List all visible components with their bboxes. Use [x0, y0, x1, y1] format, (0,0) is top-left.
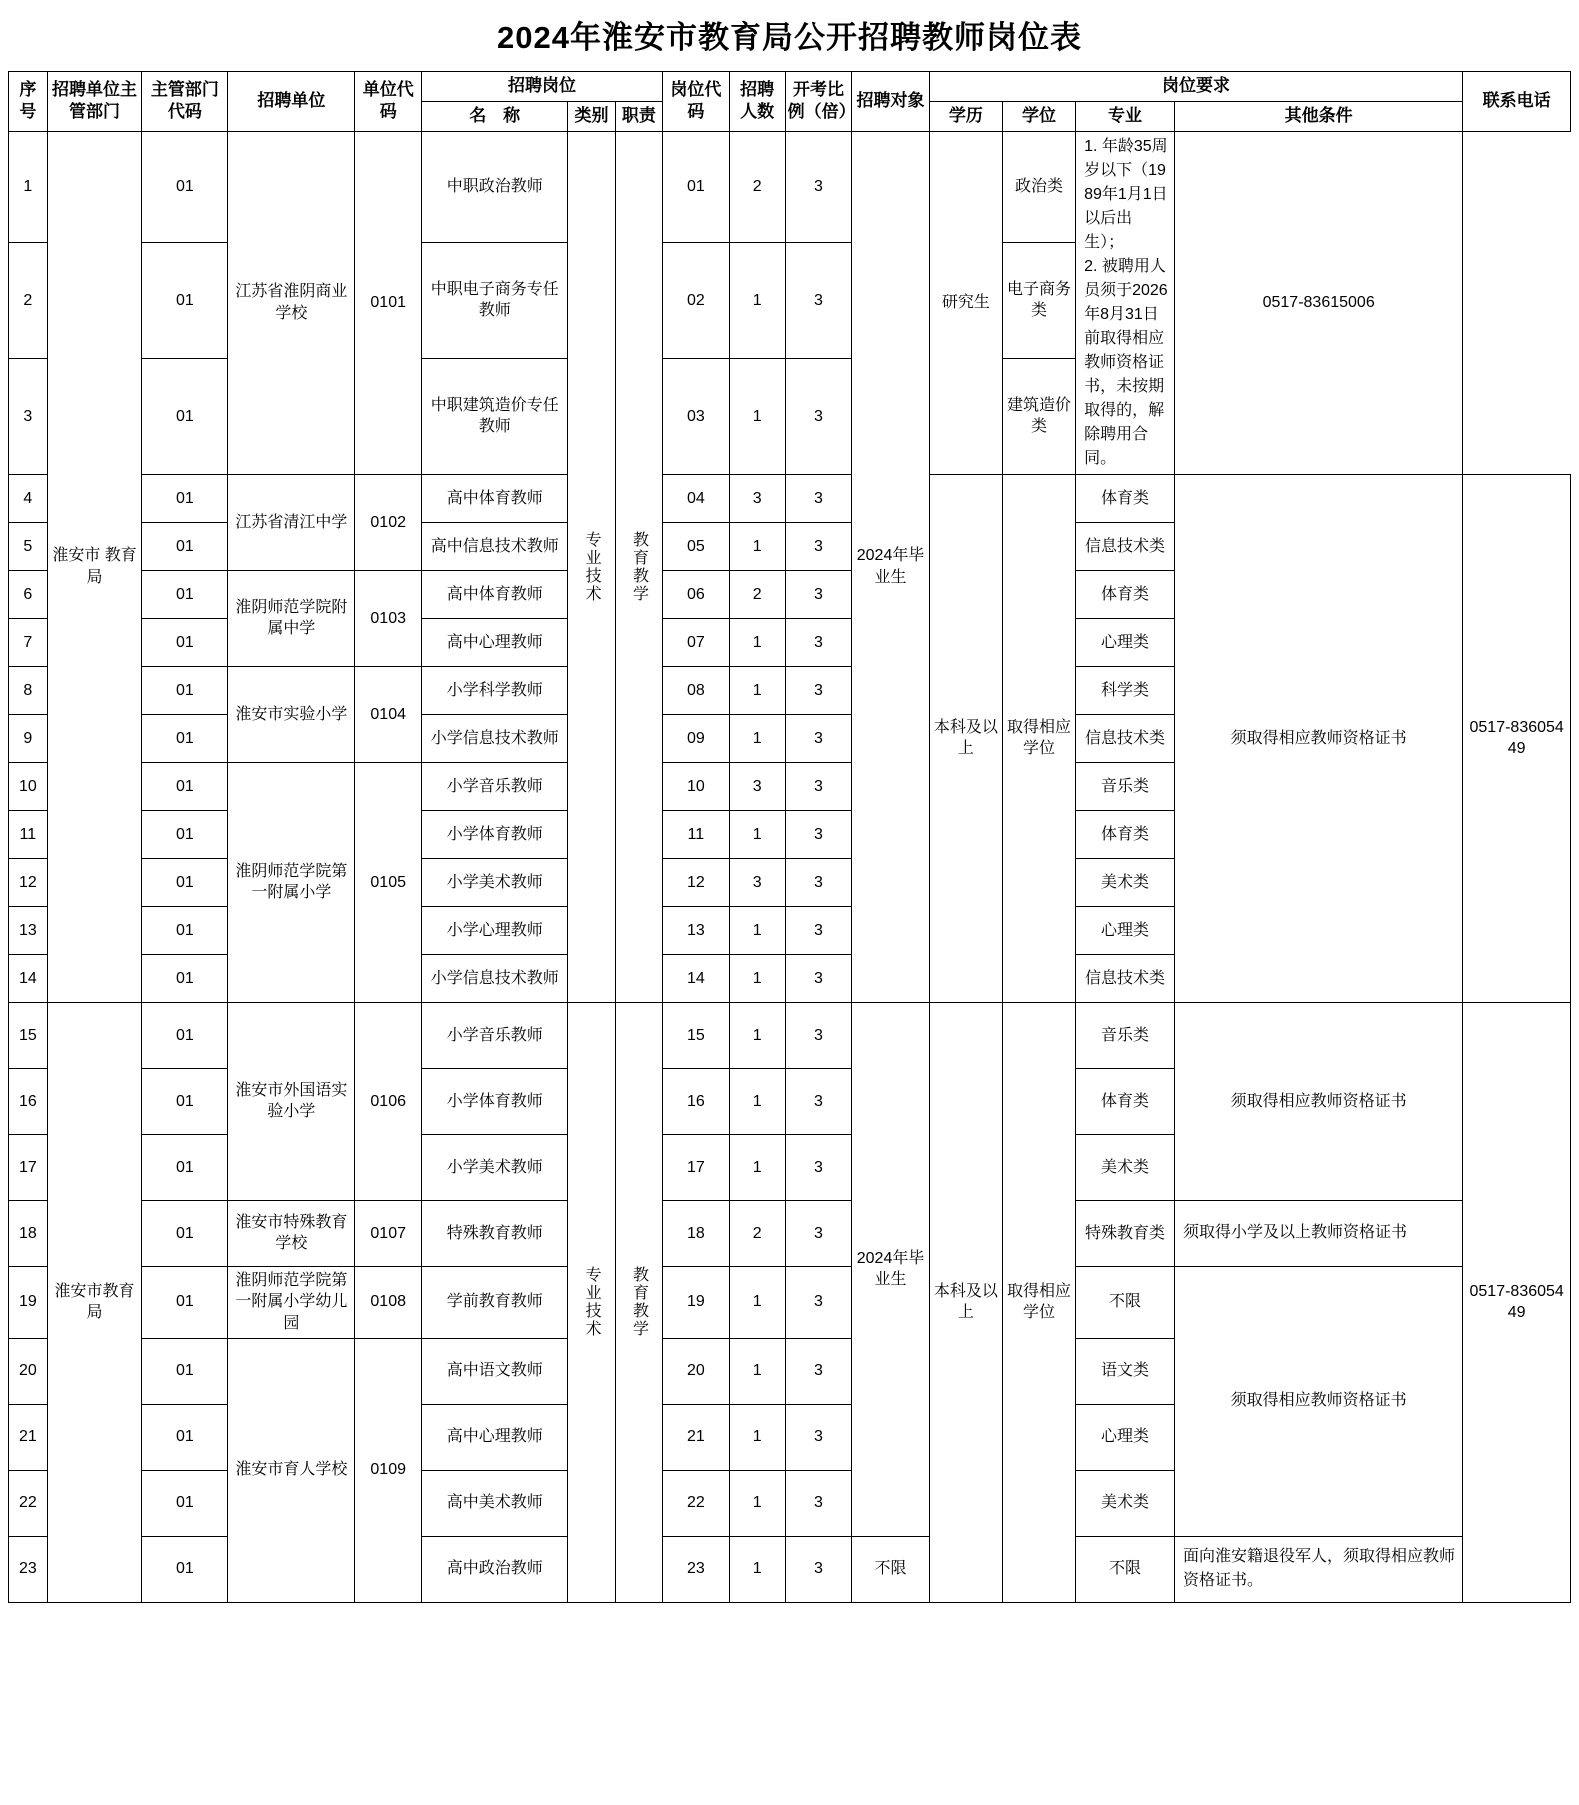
cell-education: 本科及以上	[929, 1002, 1002, 1602]
cell-headcount: 3	[729, 858, 785, 906]
cell-headcount: 2	[729, 570, 785, 618]
cell-ratio: 3	[785, 242, 852, 358]
cell-seq: 9	[9, 714, 48, 762]
cell-other: 须取得相应教师资格证书	[1175, 1266, 1463, 1536]
cell-seq: 18	[9, 1200, 48, 1266]
cell-major: 特殊教育类	[1076, 1200, 1175, 1266]
cell-headcount: 1	[729, 666, 785, 714]
cell-major: 心理类	[1076, 618, 1175, 666]
cell-headcount: 1	[729, 1266, 785, 1338]
cell-unit: 淮阴师范学院第一附属小学	[228, 762, 355, 1002]
cell-seq: 20	[9, 1338, 48, 1404]
cell-seq: 19	[9, 1266, 48, 1338]
cell-post-code: 12	[663, 858, 730, 906]
cell-dept-code: 01	[142, 714, 228, 762]
cell-unit-code: 0108	[355, 1266, 422, 1338]
cell-post-name: 小学美术教师	[422, 1134, 568, 1200]
cell-post-name: 小学音乐教师	[422, 1002, 568, 1068]
cell-seq: 13	[9, 906, 48, 954]
cell-ratio: 3	[785, 1200, 852, 1266]
cell-dept-code: 01	[142, 666, 228, 714]
cell-post-code: 18	[663, 1200, 730, 1266]
cell-dept-code: 01	[142, 618, 228, 666]
cell-unit: 淮阴师范学院第一附属小学幼儿园	[228, 1266, 355, 1338]
cell-target: 不限	[852, 1536, 929, 1602]
cell-post-name: 特殊教育教师	[422, 1200, 568, 1266]
cell-other: 1. 年龄35周岁以下（1989年1月1日以后出生）； 2. 被聘用人员须于2026年8月31日前取得相应教师资格证书，未按期取得的，解除聘用合同。	[1076, 131, 1175, 474]
cell-dept-code: 01	[142, 1266, 228, 1338]
cell-post-name: 小学体育教师	[422, 1068, 568, 1134]
cell-other: 须取得相应教师资格证书	[1175, 1002, 1463, 1200]
cell-seq: 17	[9, 1134, 48, 1200]
cell-headcount: 1	[729, 1002, 785, 1068]
cell-post-name: 小学音乐教师	[422, 762, 568, 810]
table-row	[9, 1266, 1571, 1338]
cell-ratio: 3	[785, 1002, 852, 1068]
cell-post-duty: 教育教学	[615, 131, 662, 1002]
cell-unit: 淮安市实验小学	[228, 666, 355, 762]
cell-headcount: 3	[729, 474, 785, 522]
cell-headcount: 1	[729, 522, 785, 570]
table-row	[9, 131, 1571, 242]
cell-post-code: 08	[663, 666, 730, 714]
cell-post-name: 高中美术教师	[422, 1470, 568, 1536]
header-post-code: 岗位代码	[663, 72, 730, 132]
cell-seq: 16	[9, 1068, 48, 1134]
header-dept-code: 主管部门代码	[142, 72, 228, 132]
cell-education: 本科及以上	[929, 474, 1002, 1002]
cell-ratio: 3	[785, 358, 852, 474]
cell-major: 体育类	[1076, 474, 1175, 522]
header-post-category: 类别	[568, 101, 615, 131]
cell-post-code: 22	[663, 1470, 730, 1536]
cell-unit: 淮安市育人学校	[228, 1338, 355, 1602]
cell-post-name: 中职建筑造价专任教师	[422, 358, 568, 474]
header-unit: 招聘单位	[228, 72, 355, 132]
cell-major: 建筑造价类	[1002, 358, 1075, 474]
cell-headcount: 1	[729, 714, 785, 762]
cell-degree: 取得相应学位	[1002, 1002, 1075, 1602]
header-seq: 序号	[9, 72, 48, 132]
cell-post-code: 17	[663, 1134, 730, 1200]
cell-tel: 0517-83605449	[1463, 474, 1571, 1002]
header-degree: 学位	[1002, 101, 1075, 131]
cell-post-code: 09	[663, 714, 730, 762]
cell-ratio: 3	[785, 714, 852, 762]
cell-post-name: 小学心理教师	[422, 906, 568, 954]
header-ratio: 开考比例（倍）	[785, 72, 852, 132]
cell-headcount: 1	[729, 1536, 785, 1602]
header-requirement-group: 岗位要求	[929, 72, 1463, 102]
cell-dept-code: 01	[142, 131, 228, 242]
cell-dept-code: 01	[142, 1200, 228, 1266]
cell-major: 信息技术类	[1076, 714, 1175, 762]
cell-major: 信息技术类	[1076, 954, 1175, 1002]
cell-headcount: 1	[729, 358, 785, 474]
cell-seq: 5	[9, 522, 48, 570]
cell-ratio: 3	[785, 618, 852, 666]
cell-ratio: 3	[785, 906, 852, 954]
cell-target: 2024年毕业生	[852, 1002, 929, 1536]
header-post-group: 招聘岗位	[422, 72, 663, 102]
header-education: 学历	[929, 101, 1002, 131]
cell-ratio: 3	[785, 666, 852, 714]
cell-dept-code: 01	[142, 1134, 228, 1200]
cell-unit: 江苏省淮阴商业学校	[228, 131, 355, 474]
cell-headcount: 2	[729, 131, 785, 242]
header-dept: 招聘单位主管部门	[47, 72, 142, 132]
cell-post-code: 01	[663, 131, 730, 242]
cell-major: 不限	[1076, 1266, 1175, 1338]
cell-seq: 15	[9, 1002, 48, 1068]
header-other: 其他条件	[1175, 101, 1463, 131]
cell-major: 信息技术类	[1076, 522, 1175, 570]
cell-headcount: 3	[729, 762, 785, 810]
cell-major: 心理类	[1076, 906, 1175, 954]
header-target: 招聘对象	[852, 72, 929, 132]
cell-post-category: 专业技术	[568, 1002, 615, 1602]
cell-post-name: 高中心理教师	[422, 618, 568, 666]
cell-major: 体育类	[1076, 570, 1175, 618]
cell-tel: 0517-83615006	[1175, 131, 1463, 474]
cell-seq: 8	[9, 666, 48, 714]
cell-headcount: 1	[729, 954, 785, 1002]
cell-ratio: 3	[785, 131, 852, 242]
cell-post-code: 19	[663, 1266, 730, 1338]
cell-dept-code: 01	[142, 1338, 228, 1404]
cell-major: 科学类	[1076, 666, 1175, 714]
cell-headcount: 1	[729, 1470, 785, 1536]
cell-post-code: 16	[663, 1068, 730, 1134]
cell-seq: 11	[9, 810, 48, 858]
table-row	[9, 1200, 1571, 1266]
cell-post-name: 高中信息技术教师	[422, 522, 568, 570]
cell-seq: 4	[9, 474, 48, 522]
cell-seq: 22	[9, 1470, 48, 1536]
cell-unit-code: 0104	[355, 666, 422, 762]
cell-post-code: 13	[663, 906, 730, 954]
cell-other: 须取得相应教师资格证书	[1175, 474, 1463, 1002]
cell-ratio: 3	[785, 1338, 852, 1404]
cell-unit: 淮安市外国语实验小学	[228, 1002, 355, 1200]
cell-post-name: 高中体育教师	[422, 474, 568, 522]
cell-seq: 10	[9, 762, 48, 810]
cell-ratio: 3	[785, 1470, 852, 1536]
cell-dept-code: 01	[142, 1536, 228, 1602]
cell-ratio: 3	[785, 810, 852, 858]
cell-dept-code: 01	[142, 762, 228, 810]
cell-other: 须取得小学及以上教师资格证书	[1175, 1200, 1463, 1266]
cell-post-code: 15	[663, 1002, 730, 1068]
table-row	[9, 474, 1571, 522]
cell-headcount: 2	[729, 1200, 785, 1266]
cell-major: 体育类	[1076, 1068, 1175, 1134]
cell-major: 音乐类	[1076, 762, 1175, 810]
cell-headcount: 1	[729, 906, 785, 954]
cell-post-code: 07	[663, 618, 730, 666]
cell-post-name: 小学信息技术教师	[422, 954, 568, 1002]
cell-ratio: 3	[785, 570, 852, 618]
cell-ratio: 3	[785, 522, 852, 570]
cell-unit: 江苏省清江中学	[228, 474, 355, 570]
cell-seq: 23	[9, 1536, 48, 1602]
cell-post-code: 03	[663, 358, 730, 474]
cell-ratio: 3	[785, 1266, 852, 1338]
cell-dept: 淮安市 教育局	[47, 131, 142, 1002]
cell-ratio: 3	[785, 954, 852, 1002]
cell-headcount: 1	[729, 1134, 785, 1200]
cell-headcount: 1	[729, 810, 785, 858]
cell-post-name: 中职政治教师	[422, 131, 568, 242]
cell-post-code: 05	[663, 522, 730, 570]
cell-ratio: 3	[785, 858, 852, 906]
cell-dept-code: 01	[142, 570, 228, 618]
cell-post-code: 23	[663, 1536, 730, 1602]
cell-dept-code: 01	[142, 810, 228, 858]
header-major: 专业	[1076, 101, 1175, 131]
header-post-duty: 职责	[615, 101, 662, 131]
cell-post-duty: 教育教学	[615, 1002, 662, 1602]
recruitment-table	[8, 71, 1571, 1603]
cell-ratio: 3	[785, 1068, 852, 1134]
cell-major: 美术类	[1076, 1134, 1175, 1200]
cell-dept-code: 01	[142, 474, 228, 522]
cell-dept-code: 01	[142, 1002, 228, 1068]
cell-seq: 6	[9, 570, 48, 618]
cell-degree: 取得相应学位	[1002, 474, 1075, 1002]
cell-dept-code: 01	[142, 358, 228, 474]
cell-major: 不限	[1076, 1536, 1175, 1602]
cell-post-code: 20	[663, 1338, 730, 1404]
header-tel: 联系电话	[1463, 72, 1571, 132]
cell-education: 研究生	[929, 131, 1002, 474]
cell-unit-code: 0102	[355, 474, 422, 570]
cell-dept-code: 01	[142, 954, 228, 1002]
cell-seq: 1	[9, 131, 48, 242]
header-headcount: 招聘人数	[729, 72, 785, 132]
cell-post-name: 小学信息技术教师	[422, 714, 568, 762]
cell-headcount: 1	[729, 618, 785, 666]
cell-headcount: 1	[729, 1068, 785, 1134]
cell-ratio: 3	[785, 474, 852, 522]
cell-post-name: 小学美术教师	[422, 858, 568, 906]
table-body	[9, 131, 1571, 1602]
cell-major: 体育类	[1076, 810, 1175, 858]
cell-ratio: 3	[785, 1134, 852, 1200]
header-post-name: 名 称	[422, 101, 568, 131]
cell-major: 政治类	[1002, 131, 1075, 242]
cell-dept-code: 01	[142, 1068, 228, 1134]
cell-post-code: 02	[663, 242, 730, 358]
cell-headcount: 1	[729, 1338, 785, 1404]
cell-post-code: 10	[663, 762, 730, 810]
cell-ratio: 3	[785, 1536, 852, 1602]
cell-post-code: 11	[663, 810, 730, 858]
cell-headcount: 1	[729, 1404, 785, 1470]
cell-major: 美术类	[1076, 858, 1175, 906]
cell-tel: 0517-83605449	[1463, 1002, 1571, 1602]
cell-seq: 12	[9, 858, 48, 906]
cell-post-category: 专业技术	[568, 131, 615, 1002]
cell-post-name: 学前教育教师	[422, 1266, 568, 1338]
cell-seq: 2	[9, 242, 48, 358]
cell-unit-code: 0103	[355, 570, 422, 666]
cell-post-name: 高中体育教师	[422, 570, 568, 618]
cell-dept-code: 01	[142, 858, 228, 906]
cell-post-name: 小学体育教师	[422, 810, 568, 858]
cell-target: 2024年毕业生	[852, 131, 929, 1002]
cell-major: 音乐类	[1076, 1002, 1175, 1068]
cell-dept-code: 01	[142, 1404, 228, 1470]
cell-unit-code: 0107	[355, 1200, 422, 1266]
cell-headcount: 1	[729, 242, 785, 358]
cell-ratio: 3	[785, 762, 852, 810]
cell-major: 心理类	[1076, 1404, 1175, 1470]
table-header-row	[9, 72, 1571, 102]
cell-post-code: 21	[663, 1404, 730, 1470]
cell-other: 面向淮安籍退役军人，须取得相应教师资格证书。	[1175, 1536, 1463, 1602]
table-row	[9, 1002, 1571, 1068]
cell-unit: 淮阴师范学院附属中学	[228, 570, 355, 666]
cell-seq: 7	[9, 618, 48, 666]
cell-major: 美术类	[1076, 1470, 1175, 1536]
cell-unit: 淮安市特殊教育学校	[228, 1200, 355, 1266]
cell-dept-code: 01	[142, 522, 228, 570]
cell-seq: 21	[9, 1404, 48, 1470]
cell-unit-code: 0105	[355, 762, 422, 1002]
cell-post-name: 高中语文教师	[422, 1338, 568, 1404]
cell-seq: 14	[9, 954, 48, 1002]
cell-unit-code: 0101	[355, 131, 422, 474]
cell-dept-code: 01	[142, 906, 228, 954]
cell-seq: 3	[9, 358, 48, 474]
cell-unit-code: 0106	[355, 1002, 422, 1200]
cell-dept-code: 01	[142, 1470, 228, 1536]
cell-major: 语文类	[1076, 1338, 1175, 1404]
page-title: 2024年淮安市教育局公开招聘教师岗位表	[497, 20, 1082, 55]
cell-dept: 淮安市教育局	[47, 1002, 142, 1602]
cell-post-code: 04	[663, 474, 730, 522]
cell-ratio: 3	[785, 1404, 852, 1470]
cell-post-name: 高中心理教师	[422, 1404, 568, 1470]
header-unit-code: 单位代码	[355, 72, 422, 132]
cell-unit-code: 0109	[355, 1338, 422, 1602]
cell-post-name: 中职电子商务专任教师	[422, 242, 568, 358]
cell-post-name: 高中政治教师	[422, 1536, 568, 1602]
cell-major: 电子商务类	[1002, 242, 1075, 358]
cell-dept-code: 01	[142, 242, 228, 358]
cell-post-code: 06	[663, 570, 730, 618]
cell-post-code: 14	[663, 954, 730, 1002]
cell-post-name: 小学科学教师	[422, 666, 568, 714]
